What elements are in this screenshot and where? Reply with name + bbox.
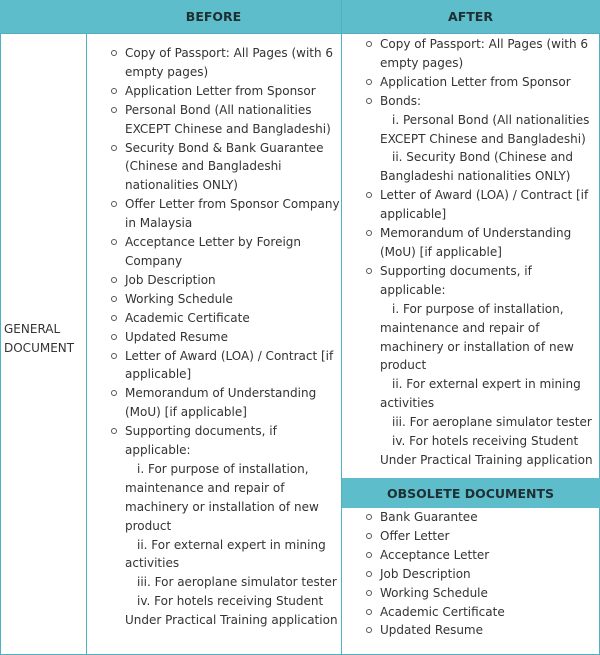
obsolete-list-item bbox=[366, 565, 598, 584]
list-item-line: Working Schedule bbox=[380, 585, 488, 600]
before-list-item bbox=[111, 233, 341, 271]
list-item-line: Under Practical Training application bbox=[380, 452, 593, 467]
list-item-line: Bonds: bbox=[380, 93, 422, 108]
after-list-item bbox=[366, 300, 598, 376]
list-item-line: Copy of Passport: All Pages (with 6 bbox=[125, 46, 334, 60]
before-list-item bbox=[111, 195, 341, 233]
list-item-line: i. Personal Bond (All nationalities bbox=[392, 112, 590, 127]
before-list bbox=[111, 44, 341, 630]
list-item-line: empty pages) bbox=[125, 64, 209, 79]
list-item-line: product bbox=[380, 358, 427, 373]
after-list-item bbox=[366, 73, 598, 92]
header-divider bbox=[0, 33, 600, 34]
before-list-item bbox=[111, 101, 341, 139]
before-header-label: BEFORE bbox=[185, 9, 242, 24]
list-item-line: iv. For hotels receiving Student bbox=[392, 434, 579, 449]
obsolete-list-item bbox=[366, 508, 598, 527]
list-item-line: Supporting documents, if bbox=[125, 424, 277, 439]
before-list-item bbox=[111, 82, 341, 101]
before-list-item bbox=[111, 290, 341, 309]
before-list-item bbox=[111, 592, 341, 630]
list-item-line: Bangladeshi nationalities ONLY) bbox=[380, 169, 571, 184]
column-divider-label bbox=[86, 33, 87, 655]
after-list-item bbox=[366, 111, 598, 149]
list-item-line: activities bbox=[380, 396, 435, 411]
list-item-line: Offer Letter bbox=[380, 528, 450, 543]
list-item-line: Memorandum of Understanding bbox=[380, 226, 572, 241]
obsolete-list-item bbox=[366, 546, 598, 565]
after-list-item bbox=[366, 92, 598, 111]
after-header bbox=[341, 0, 600, 33]
list-item-line: Personal Bond (All nationalities bbox=[125, 102, 312, 117]
after-list-item bbox=[366, 186, 598, 224]
before-list-item bbox=[111, 271, 341, 290]
list-item-line: i. For purpose of installation, bbox=[392, 301, 564, 316]
list-item-line: activities bbox=[125, 556, 180, 571]
list-item-line: Copy of Passport: All Pages (with 6 bbox=[380, 37, 589, 51]
before-list-item bbox=[111, 536, 341, 574]
before-list-item bbox=[111, 139, 341, 196]
before-list-item bbox=[111, 309, 341, 328]
list-item-line: (MoU) [if applicable] bbox=[125, 405, 247, 420]
list-item-line: product bbox=[125, 518, 172, 533]
list-item-line: Under Practical Training application bbox=[125, 613, 338, 628]
list-item-line: Updated Resume bbox=[380, 623, 484, 638]
list-item-line: Updated Resume bbox=[125, 329, 229, 344]
after-list-item bbox=[366, 224, 598, 262]
list-item-line: Application Letter from Sponsor bbox=[125, 83, 316, 98]
list-item-line: iii. For aeroplane simulator tester bbox=[392, 415, 592, 430]
obsolete-list-item bbox=[366, 603, 598, 622]
list-item-line: Academic Certificate bbox=[125, 310, 250, 325]
list-item-line: EXCEPT Chinese and Bangladeshi) bbox=[125, 121, 331, 136]
obsolete-list bbox=[366, 508, 598, 640]
before-list-item bbox=[111, 573, 341, 592]
before-list-item bbox=[111, 347, 341, 385]
list-item-line: ii. For external expert in mining bbox=[392, 377, 581, 392]
list-item-line: machinery or installation of new bbox=[380, 339, 574, 354]
list-item-line: Acceptance Letter by Foreign bbox=[125, 235, 302, 250]
list-item-line: applicable: bbox=[380, 282, 446, 297]
list-item-line: machinery or installation of new bbox=[125, 499, 319, 514]
list-item-line: ii. For external expert in mining bbox=[137, 537, 326, 552]
list-item-line: Acceptance Letter bbox=[380, 547, 490, 562]
obsolete-header-label: OBSOLETE DOCUMENTS bbox=[387, 485, 554, 501]
row-label bbox=[4, 320, 84, 358]
obsolete-header bbox=[341, 478, 600, 508]
list-item-line: Memorandum of Understanding bbox=[125, 386, 317, 401]
before-list-item bbox=[111, 460, 341, 536]
list-item-line: (Chinese and Bangladeshi bbox=[125, 159, 282, 174]
before-list-item bbox=[111, 44, 341, 82]
list-item-line: applicable: bbox=[125, 443, 191, 458]
before-header bbox=[0, 0, 341, 33]
list-item-line: Job Description bbox=[380, 566, 471, 581]
list-item-line: Bank Guarantee bbox=[380, 510, 478, 524]
list-item-line: empty pages) bbox=[380, 55, 464, 70]
list-item-line: Application Letter from Sponsor bbox=[380, 74, 571, 89]
obsolete-list-item bbox=[366, 621, 598, 640]
list-item-line: applicable] bbox=[125, 367, 192, 382]
after-list-item bbox=[366, 148, 598, 186]
list-item-line: i. For purpose of installation, bbox=[137, 461, 309, 476]
list-item-line: in Malaysia bbox=[125, 216, 193, 231]
before-list-item bbox=[111, 384, 341, 422]
list-item-line: Company bbox=[125, 253, 183, 268]
obsolete-list-item bbox=[366, 527, 598, 546]
list-item-line: EXCEPT Chinese and Bangladeshi) bbox=[380, 131, 586, 146]
list-item-line: maintenance and repair of bbox=[380, 320, 540, 335]
list-item-line: Security Bond & Bank Guarantee bbox=[125, 140, 324, 155]
list-item-line: iv. For hotels receiving Student bbox=[137, 594, 324, 609]
list-item-line: Working Schedule bbox=[125, 291, 233, 306]
after-list-item bbox=[366, 375, 598, 413]
after-list-item bbox=[366, 413, 598, 432]
row-label-line: GENERAL bbox=[4, 322, 61, 336]
list-item-line: ii. Security Bond (Chinese and bbox=[392, 150, 574, 165]
list-item-line: Job Description bbox=[125, 272, 216, 287]
list-item-line: maintenance and repair of bbox=[125, 480, 285, 495]
list-item-line: Offer Letter from Sponsor Company bbox=[125, 197, 340, 212]
list-item-line: Letter of Award (LOA) / Contract [if bbox=[380, 188, 589, 203]
before-list-item bbox=[111, 328, 341, 347]
obsolete-list-item bbox=[366, 584, 598, 603]
list-item-line: Supporting documents, if bbox=[380, 263, 532, 278]
list-item-line: Letter of Award (LOA) / Contract [if bbox=[125, 348, 334, 363]
before-list-item bbox=[111, 422, 341, 460]
list-item-line: applicable] bbox=[380, 207, 447, 222]
after-list bbox=[366, 35, 598, 470]
list-item-line: (MoU) [if applicable] bbox=[380, 244, 502, 259]
after-list-item bbox=[366, 35, 598, 73]
list-item-line: iii. For aeroplane simulator tester bbox=[137, 575, 337, 590]
row-label-line: DOCUMENT bbox=[4, 341, 75, 355]
after-list-item bbox=[366, 432, 598, 470]
list-item-line: Academic Certificate bbox=[380, 604, 505, 619]
column-divider-middle bbox=[341, 0, 342, 655]
after-list-item bbox=[366, 262, 598, 300]
after-header-label: AFTER bbox=[448, 9, 493, 24]
list-item-line: nationalities ONLY) bbox=[125, 178, 238, 193]
